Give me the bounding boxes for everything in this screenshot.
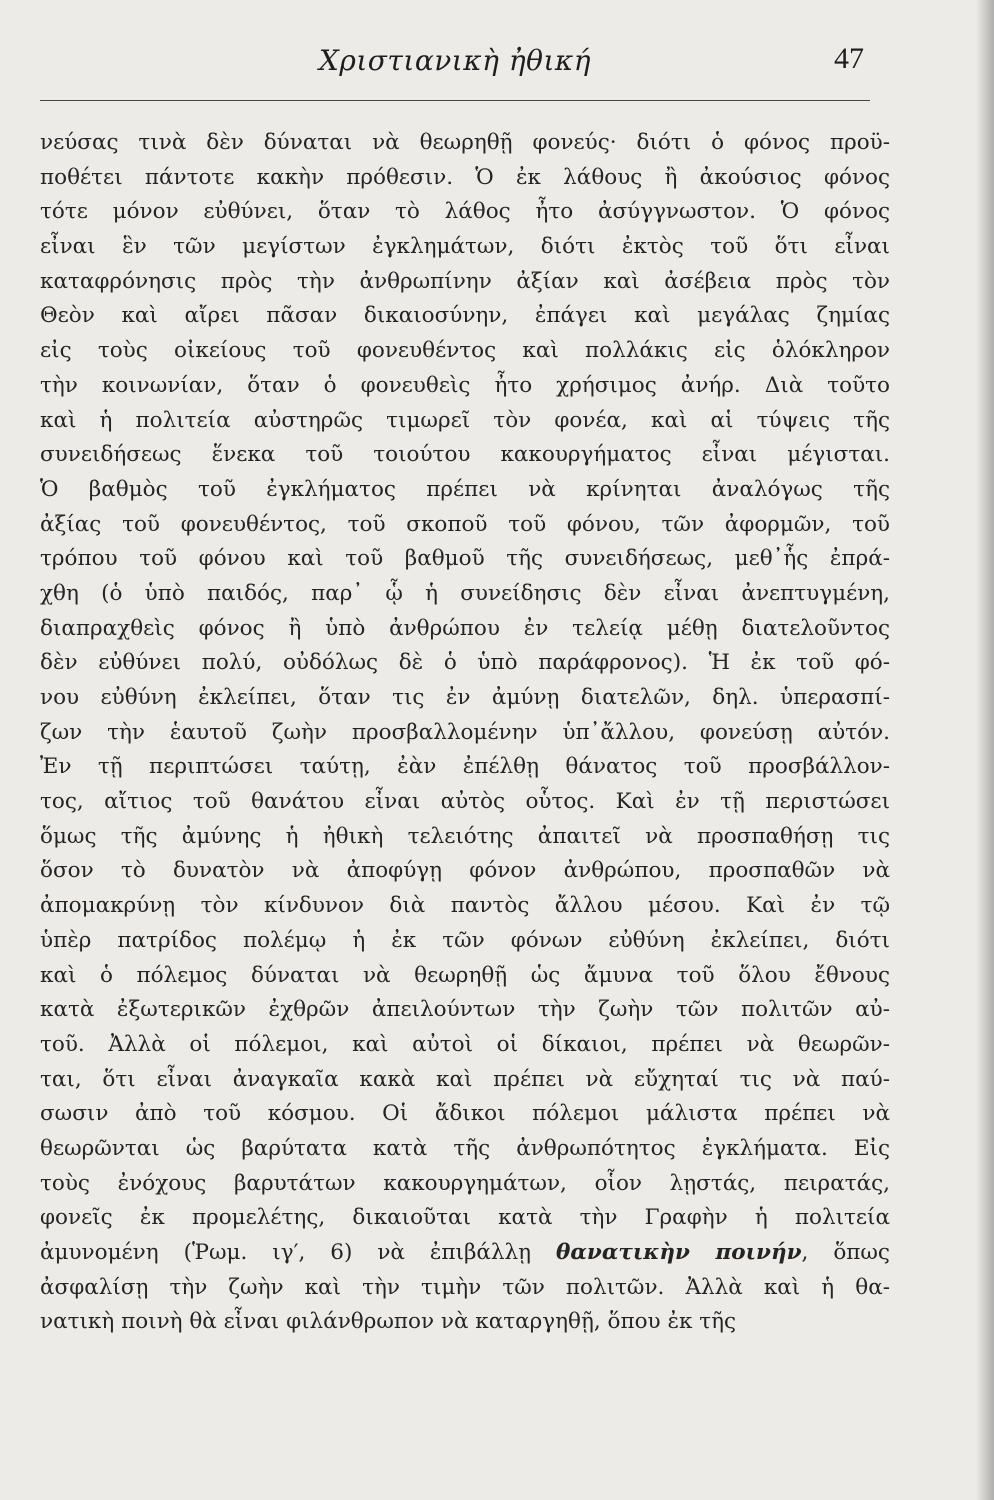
text-line: εἰς τοὺς οἰκείους τοῦ φονευθέντος καὶ πολλάκις εἰς ὁλόκληρον	[40, 338, 890, 364]
text-line: εἶναι ἓν τῶν μεγίστων ἐγκλημάτων, διότι ἐκτὸς τοῦ ὅτι εἶναι	[40, 234, 890, 260]
text-line: νεύσας τινὰ δὲν δύναται νὰ θεωρηθῇ φονεύς· διότι ὁ φόνος προϋ-	[40, 130, 890, 155]
emphasized-term: θανατικὴν ποινήν	[556, 1240, 802, 1265]
text-line: φονεῖς ἐκ προμελέτης, δικαιοῦται κατὰ τὴν Γραφὴν ἡ πολιτεία	[40, 1205, 890, 1231]
body-text	[40, 126, 890, 1340]
text-line: ὅμως τῆς ἀμύνης ἡ ἠθικὴ τελειότης ἀπαιτεῖ νὰ προσπαθήσῃ τις	[40, 823, 890, 849]
text-line: ται, ὅτι εἶναι ἀναγκαῖα κακὰ καὶ πρέπει νὰ εὔχηταί τις νὰ παύ-	[40, 1066, 890, 1092]
header-rule	[40, 100, 870, 101]
text-line: θεωρῶνται ὡς βαρύτατα κατὰ τῆς ἀνθρωπότητος ἐγκλήματα. Εἰς	[40, 1135, 890, 1161]
text-line: ζων τὴν ἑαυτοῦ ζωὴν προσβαλλομένην ὑπ᾽ἄλλου, φονεύσῃ αὐτόν.	[40, 719, 890, 745]
text-line: ὅσον τὸ δυνατὸν νὰ ἀποφύγῃ φόνον ἀνθρώπου, προσπαθῶν νὰ	[40, 858, 890, 884]
text-line: χθη (ὁ ὑπὸ παιδός, παρ᾽ ᾧ ἡ συνείδησις δὲν εἶναι ἀνεπτυγμένη,	[40, 580, 890, 606]
text-line: τρόπου τοῦ φόνου καὶ τοῦ βαθμοῦ τῆς συνειδήσεως, μεθ᾽ἧς ἐπρά-	[40, 546, 890, 572]
text-line: καὶ ἡ πολιτεία αὐστηρῶς τιμωρεῖ τὸν φονέα, καὶ αἱ τύψεις τῆς	[40, 407, 890, 433]
page-number: 47	[834, 42, 864, 75]
text-line: διαπραχθεὶς φόνος ἢ ὑπὸ ἀνθρώπου ἐν τελείᾳ μέθῃ διατελοῦντος	[40, 615, 890, 641]
text-line: τὴν κοινωνίαν, ὅταν ὁ φονευθεὶς ἦτο χρήσιμος ἀνήρ. Διὰ τοῦτο	[40, 372, 890, 398]
text-line: ἀπομακρύνῃ τὸν κίνδυνον διὰ παντὸς ἄλλου μέσου. Καὶ ἐν τῷ	[40, 893, 890, 919]
text-line: νατικὴ ποινὴ θὰ εἶναι φιλάνθρωπον νὰ καταργηθῇ, ὅπου ἐκ τῆς	[40, 1309, 737, 1335]
running-title: Χριστιανικὴ ἠθική	[318, 44, 592, 77]
line-end: , ὅπως	[801, 1240, 890, 1265]
page-edge-shadow	[976, 0, 994, 1500]
text-line: καὶ ὁ πόλεμος δύναται νὰ θεωρηθῇ ὡς ἄμυνα τοῦ ὅλου ἔθνους	[40, 962, 890, 988]
text-line: ποθέτει πάντοτε κακὴν πρόθεσιν. Ὁ ἐκ λάθους ἢ ἀκούσιος φόνος	[40, 164, 890, 190]
text-line-with-emphasis	[40, 1236, 890, 1271]
text-line: σωσιν ἀπὸ τοῦ κόσμου. Οἱ ἄδικοι πόλεμοι μάλιστα πρέπει νὰ	[40, 1101, 890, 1127]
running-header	[40, 38, 870, 98]
text-line: ἀξίας τοῦ φονευθέντος, τοῦ σκοποῦ τοῦ φόνου, τῶν ἀφορμῶν, τοῦ	[40, 511, 890, 537]
text-line: Ὁ βαθμὸς τοῦ ἐγκλήματος πρέπει νὰ κρίνηται ἀναλόγως τῆς	[40, 476, 890, 502]
text-line: ὑπὲρ πατρίδος πολέμῳ ἡ ἐκ τῶν φόνων εὐθύνη ἐκλείπει, διότι	[40, 927, 890, 953]
text-line: Ἐν τῇ περιπτώσει ταύτῃ, ἐὰν ἐπέλθῃ θάνατος τοῦ προσβάλλον-	[40, 754, 890, 780]
text-line: δὲν εὐθύνει πολύ, οὐδόλως δὲ ὁ ὑπὸ παράφρονος). Ἡ ἐκ τοῦ φό-	[40, 650, 890, 676]
text-line: Θεὸν καὶ αἴρει πᾶσαν δικαιοσύνην, ἐπάγει καὶ μεγάλας ζημίας	[40, 303, 890, 329]
text-line: τος, αἴτιος τοῦ θανάτου εἶναι αὐτὸς οὗτος. Καὶ ἐν τῇ περιστώσει	[40, 789, 890, 815]
text-line: τοὺς ἐνόχους βαρυτάτων κακουργημάτων, οἷον λῃστάς, πειρατάς,	[40, 1170, 890, 1196]
text-line: τότε μόνον εὐθύνει, ὅταν τὸ λάθος ἦτο ἀσύγγνωστον. Ὁ φόνος	[40, 199, 890, 225]
line-start: ἀμυνομένη (Ῥωμ. ιγ′, 6) νὰ ἐπιβάλλῃ	[40, 1240, 557, 1265]
text-line: συνειδήσεως ἕνεκα τοῦ τοιούτου κακουργήματος εἶναι μέγισται.	[40, 442, 890, 468]
text-line: κατὰ ἐξωτερικῶν ἐχθρῶν ἀπειλούντων τὴν ζωὴν τῶν πολιτῶν αὐ-	[40, 997, 890, 1023]
text-line: τοῦ. Ἀλλὰ οἱ πόλεμοι, καὶ αὐτοὶ οἱ δίκαιοι, πρέπει νὰ θεωρῶν-	[40, 1031, 890, 1057]
text-line: καταφρόνησις πρὸς τὴν ἀνθρωπίνην ἀξίαν καὶ ἀσέβεια πρὸς τὸν	[40, 268, 890, 294]
text-line: ἀσφαλίσῃ τὴν ζωὴν καὶ τὴν τιμὴν τῶν πολιτῶν. Ἀλλὰ καὶ ἡ θα-	[40, 1274, 890, 1300]
text-line: νου εὐθύνη ἐκλείπει, ὅταν τις ἐν ἀμύνῃ διατελῶν, δηλ. ὑπερασπί-	[40, 685, 890, 710]
